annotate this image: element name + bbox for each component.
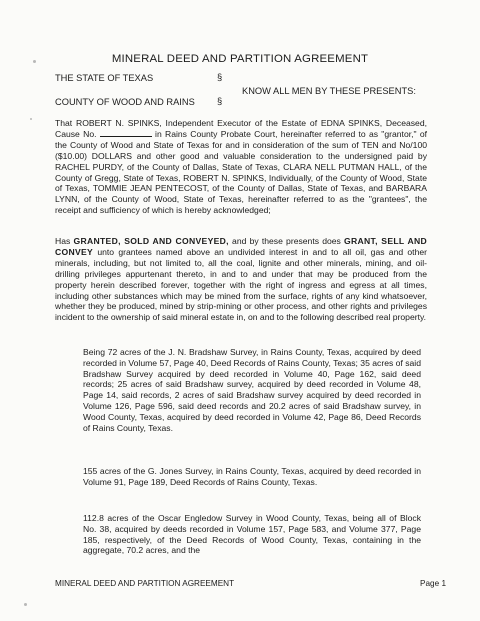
grant-paragraph [55,236,427,323]
grant-mid: and by these presents does [228,236,345,246]
document-title: MINERAL DEED AND PARTITION AGREEMENT [111,53,369,65]
grant-rest: unto grantees named above an undivided interest in and to all oil, gas and other minerals, including, but not limited to, all the coal, lignite and other minerals, mining, and oil-drilling privileges appurtenant thereto, in and to and under that may be produced from the property herein described forever, together with the right of ingress and egress at all times, including other substances which may be mined from the surface, rights of any kind whatsoever, whether they be produced, mined by strip-mining or other process, and other rights and privileges incident to the ownership of said mineral estate in, on and to the following described real property. [55,246,427,323]
section-symbol-2: § [217,96,223,106]
grant-lead: Has [55,236,74,246]
tract-2: 155 acres of the G. Jones Survey, in Rains County, Texas, acquired by deed recorded in Volume 91, Page 189, Deed Records of Rains County, Texas. [83,466,421,487]
intro-text-1: That ROBERT N. SPINKS, Independent Executor of the Estate of EDNA SPINKS, Deceased, Cause No. [55,118,427,139]
county-line: COUNTY OF WOOD AND RAINS [55,97,195,107]
state-line: THE STATE OF TEXAS [55,73,154,83]
cause-number-blank [100,129,152,137]
section-symbol-1: § [217,72,223,82]
know-all-men-line: KNOW ALL MEN BY THESE PRESENTS: [242,86,416,96]
footer-title: MINERAL DEED AND PARTITION AGREEMENT [55,579,235,588]
intro-paragraph [55,118,427,216]
tract-1: Being 72 acres of the J. N. Bradshaw Survey, in Rains County, Texas, acquired by deed recorded in Volume 57, Page 40, Deed Records of Rains County, Texas; 35 acres of said Bradshaw Survey acquired by deed recorded in Volume 40, Page 162, said deed records; 25 acres of said Bradshaw survey, acquired by deed recorded in Volume 48, Page 14, said records, 2 acres of said Bradshaw survey acquired by deed recorded in Volume 126, Page 596, said deed records and 20.2 acres of said Bradshaw survey, in Wood County, Texas, acquired by deed recorded in Volume 42, Page 86, Deed Records of Rains County, Texas. [83,347,421,433]
granted-sold-conveyed: GRANTED, SOLD AND CONVEYED, [73,236,229,246]
scan-speck [30,118,32,120]
intro-text-2: in Rains County Probate Court, hereinafter referred to as "grantor," of the County of Wood and State of Texas for and in consideration of the sum of TEN and No/100 ($10.00) DOLLARS and other good and valuable consideration to the undersigned paid by RACHEL PURDY, of the County of Dallas, State of Texas, CLARA NELL PUTMAN HALL, of the County of Gregg, State of Texas, ROBERT N. SPINKS, Individually, of the County of Wood, State of Texas, TOMMIE JEAN PENTECOST, of the County of Dallas, State of Texas, and BARBARA LYNN, of the County of Wood, State of Texas, hereinafter referred to as the "grantees", the receipt and sufficiency of which is hereby acknowledged; [55,128,427,216]
tract-3: 112.8 acres of the Oscar Engledow Survey in Wood County, Texas, being all of Block No. 38, acquired by deeds recorded in Volume 157, Page 583, and Volume 377, Page 185, respectively, of the Deed Records of Wood County, Texas, containing in the aggregate, 70.2 acres, and the [83,513,421,556]
page-number: Page 1 [420,579,446,588]
scan-speck [24,603,27,606]
scan-speck [33,60,36,63]
grant-sell-convey: GRANT, SELL AND CONVEY [55,236,428,257]
